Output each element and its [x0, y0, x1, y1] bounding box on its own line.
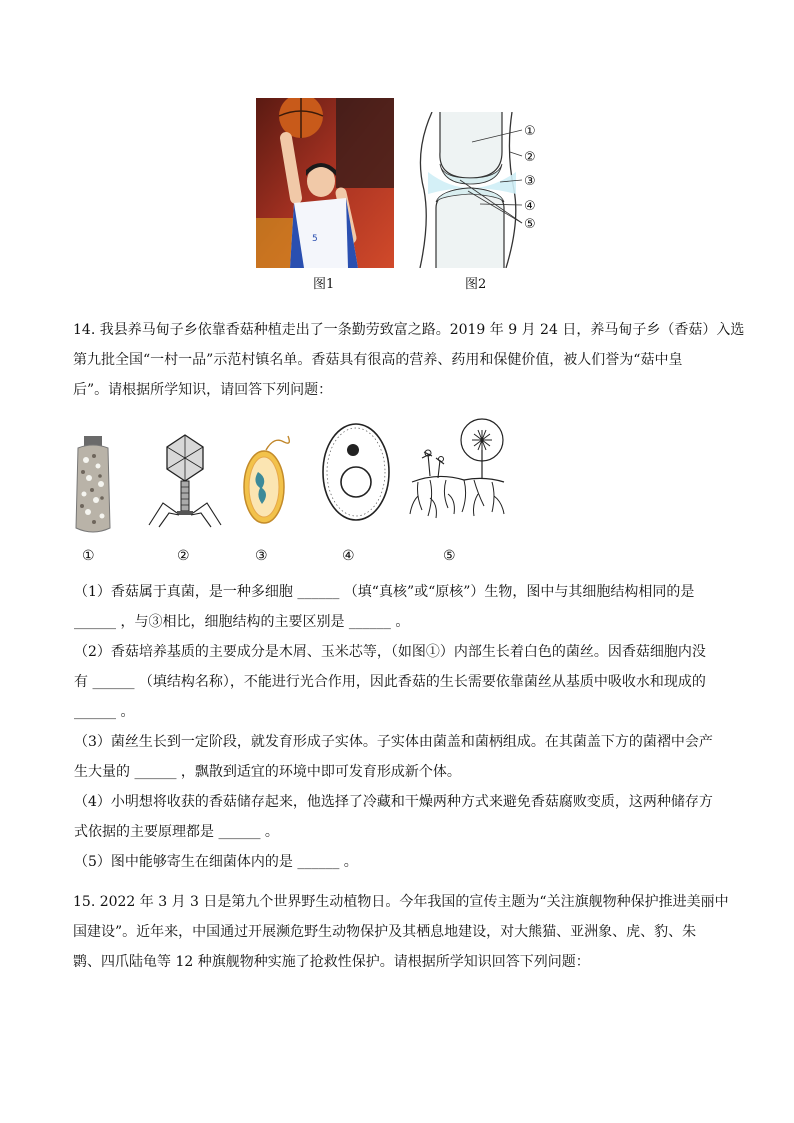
bacterium-icon: [240, 432, 296, 530]
q15-intro-line-1: 15. 2022 年 3 月 3 日是第九个世界野生动植物日。今年我国的宣传主题为“关注旗舰物种保护推进美丽中: [73, 894, 729, 910]
q14-intro: [73, 315, 745, 405]
q14-sub-line-5: ______ 。: [74, 704, 135, 720]
mold-hyphae-icon: [408, 416, 508, 528]
basketball-player-photo: [256, 98, 394, 268]
q14-sub-line-8: （4）小明想将收获的香菇储存起来，他选择了冷藏和干燥两种方式来避免香菇腐败变质，这两种储存方: [74, 794, 713, 810]
q14-sub-line-1: （1）香菇属于真菌，是一种多细胞 ______ （填“真核”或“原核”）生物，图中与其细胞结构相同的是: [74, 584, 695, 600]
q14-sub-line-4: 有 ______ （填结构名称），不能进行光合作用，因此香菇的生长需要依靠菌丝从基质中吸收水和现成的: [74, 674, 706, 690]
q14-subquestions: [74, 577, 724, 877]
organism-label-2: ②: [177, 548, 190, 564]
joint-diagram: [410, 112, 550, 268]
q14-intro-line-3: 后”。请根据所学知识，请回答下列问题：: [73, 382, 333, 398]
q15-intro-line-2: 国建设”。近年来，中国通过开展濒危野生动物保护及其栖息地建设，对大熊猫、亚洲象、虎、豹、朱: [73, 924, 697, 940]
q14-sub-line-3: （2）香菇培养基质的主要成分是木屑、玉米芯等，（如图①）内部生长着白色的菌丝。因香菇细胞内没: [74, 644, 706, 660]
bacteriophage-icon: [147, 433, 223, 533]
organism-label-3: ③: [255, 548, 268, 564]
svg-text:5: 5: [312, 234, 318, 244]
q14-sub-line-7: 生大量的 ______ ，飘散到适宜的环境中即可发育形成新个体。: [74, 764, 461, 780]
q15-intro: [73, 887, 729, 977]
joint-label-3: ③: [524, 174, 536, 189]
q14-sub-line-10: （5）图中能够寄生在细菌体内的是 ______ 。: [74, 854, 358, 870]
q14-intro-line-1: 14. 我县养马甸子乡依靠香菇种植走出了一条勤劳致富之路。2019 年 9 月 24 日，养马甸子乡（香菇）入选: [73, 322, 745, 338]
figure-1-caption: 图1: [313, 277, 335, 292]
organism-label-5: ⑤: [443, 548, 456, 564]
mushroom-substrate-bag-icon: [74, 436, 112, 540]
q14-sub-line-6: （3）菌丝生长到一定阶段，就发育形成子实体。子实体由菌盖和菌柄组成。在其菌盖下方的菌褶中会产: [74, 734, 713, 750]
q14-intro-line-2: 第九批全国“一村一品”示范村镇名单。香菇具有很高的营养、药用和保健价值，被人们誉为“菇中皇: [73, 352, 683, 368]
yeast-cell-icon: [320, 420, 392, 528]
joint-label-4: ④: [524, 199, 536, 214]
joint-label-5: ⑤: [524, 217, 536, 232]
joint-label-1: ①: [524, 124, 536, 139]
q14-sub-line-9: 式依据的主要原理都是 ______ 。: [74, 824, 279, 840]
organism-label-4: ④: [342, 548, 355, 564]
q14-sub-line-2: ______ ，与③相比，细胞结构的主要区别是 ______ 。: [74, 614, 410, 630]
organism-label-1: ①: [82, 548, 95, 564]
figure-2-caption: 图2: [465, 277, 487, 292]
joint-label-2: ②: [524, 150, 536, 165]
q15-intro-line-3: 鹮、四爪陆龟等 12 种旗舰物种实施了抢救性保护。请根据所学知识回答下列问题：: [73, 954, 590, 970]
